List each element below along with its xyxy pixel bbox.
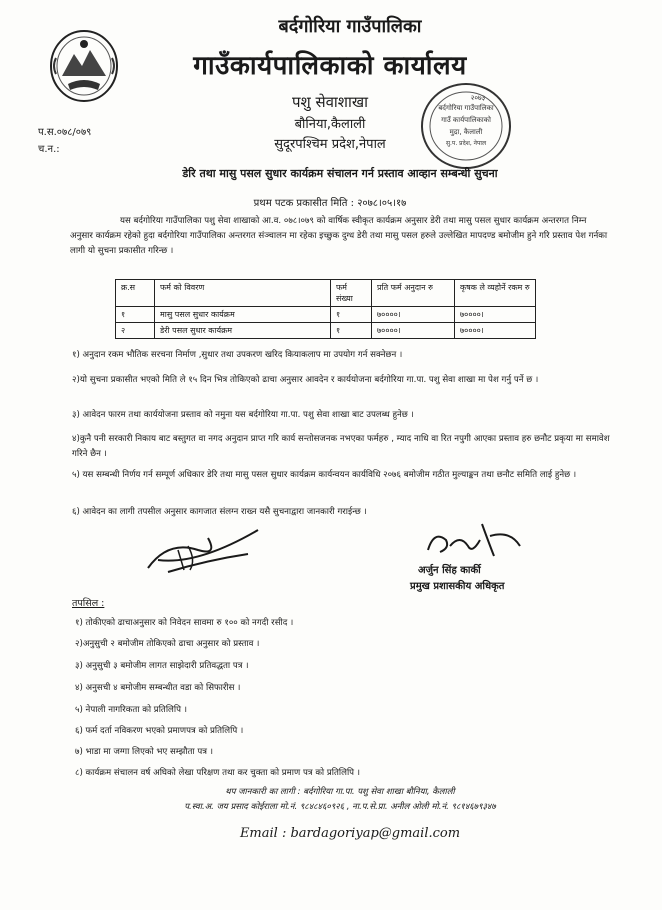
attachment-item: ८) कार्यक्रम संचालन वर्ष अघिको लेखा परिक्षण तथा कर चुक्ता को प्रमाण पत्र को प्रतिलिपि । xyxy=(75,768,361,778)
attachment-item: ५) नेपाली नागरिकता को प्रतिलिपि । xyxy=(75,705,187,715)
publish-date: प्रथम पटक प्रकासीत मिति : २०७८।०५।१७ xyxy=(253,198,407,209)
cell: १ xyxy=(116,307,155,323)
attachment-item: ३) अनुसुची ३ बमोजीम लागत साझेदारी प्रतिवद्धता पत्र । xyxy=(75,661,249,671)
section-name: पशु सेवाशाखा xyxy=(291,93,369,111)
province-country: सुदूरपश्चिम प्रदेश,नेपाल xyxy=(274,137,386,152)
notice-subject: डेरि तथा मासु पसल सुधार कार्यक्रम संचालन गर्न प्रस्ताव आव्हान सम्बन्धी सुचना xyxy=(182,167,498,180)
attachment-item: ७) भाडा मा जग्गा लिएको भए सम्झौता पत्र । xyxy=(75,747,213,757)
col-firm-detail: फर्म को विवरण xyxy=(155,280,331,307)
cell: ७००००। xyxy=(372,307,455,323)
list-item: १) अनुदान रकम भौतिक सरचना निर्माण ,सुधार तथा उपकरण खरिद कियाकलाप मा उपयोग गर्न सक्नेछन । xyxy=(72,350,403,360)
svg-text:मुद्रा, कैलाली: मुद्रा, कैलाली xyxy=(449,128,483,136)
signatory-name: अर्जुन सिंह कार्की xyxy=(418,565,481,576)
office-address: बौनिया,कैलाली xyxy=(294,117,366,132)
cell: मासु पसल सुधार कार्यक्रम xyxy=(155,307,331,323)
contact-email[interactable]: Email : bardagoriyap@gmail.com xyxy=(239,826,461,841)
list-item: २)यो सुचना प्रकासीत भएको मिति ले १५ दिन भित्र तोकिएको ढाचा अनुसार आवदेन र कार्ययोजना बर्दगोरिया गा.पा. पशु सेवा शाखा मा पेश गर्नु पर्ने छ । xyxy=(72,375,539,385)
list-item: ६) आवेदन का लागी तपसील अनुसार कागजात संलग्न राख्न यसै सुचनाद्वारा जानकारी गराईन्छ । xyxy=(72,507,367,517)
contact-phones: प.स्वा.अ. जय प्रसाद कोईराला मो.नं. ९८४८४६०९२६ , ना.प.से.प्रा. अनील ओली मो.नं. ९८१४६७९३४७ xyxy=(184,802,496,812)
cell: २ xyxy=(116,323,155,339)
table-row xyxy=(116,323,536,339)
svg-text:२०७३: २०७३ xyxy=(470,94,486,102)
nepal-emblem-logo xyxy=(48,28,120,104)
col-farmer-share: कृषक ले व्यहोर्ने रकम रु xyxy=(455,280,536,307)
office-name: गाउँकार्यपालिकाको कार्यालय xyxy=(193,51,467,81)
col-grant-per-firm: प्रति फर्म अनुदान रु xyxy=(372,280,455,307)
table-row xyxy=(116,307,536,323)
attachment-item: ६) फर्म दर्ता नविकरण भएको प्रमाणपत्र को प्रतिलिपि । xyxy=(75,726,244,736)
signatory-title: प्रमुख प्रशासकीय अधिकृत xyxy=(410,581,505,592)
municipality-name: बर्दगोरिया गाउँपालिका xyxy=(278,16,422,37)
svg-text:सु.प. प्रदेश, नेपाल: सु.प. प्रदेश, नेपाल xyxy=(445,140,487,147)
signature-left xyxy=(138,520,268,580)
office-stamp xyxy=(418,80,514,172)
cell: १ xyxy=(331,307,372,323)
list-item: ४)कुनै पनी सरकारी निकाय बाट बस्तुगत वा नगद अनुदान प्राप्त गरि कार्य सन्तोसजनक नभएका फर्महरु , म्याद नाधि वा रित नपुगी आएका प्रस्ताव हरु छनौट प्रकृया मा समावेश गरिने छैन । xyxy=(72,434,610,459)
svg-text:गाउँ कार्यपालिकाको: गाउँ कार्यपालिकाको xyxy=(441,116,491,124)
reference-number: प.स.०७८/०७९ xyxy=(38,127,92,138)
dispatch-number: च.न.: xyxy=(38,144,60,155)
contact-info: थप जानकारी का लागी : बर्दगोरिया गा.पा. पशु सेवा शाखा बौनिया, कैलाली xyxy=(225,787,455,797)
attachments-heading: तपसिल : xyxy=(72,598,105,609)
list-item: ५) यस सम्बन्धी निर्णय गर्न सम्पूर्ण अधिकार डेरि तथा मासु पसल सुधार कार्यक्रम कार्यन्वयन कार्यविधि २०७६ बमोजीम गठीत मुल्याङ्कन तथा छनौट समिति लाई हुनेछ । xyxy=(72,470,577,480)
cell: डेरी पसल सुधार कार्यक्रम xyxy=(155,323,331,339)
col-firm-count: फर्म संख्या xyxy=(331,280,372,307)
svg-text:बर्दगोरिया गाउँपालिका: बर्दगोरिया गाउँपालिका xyxy=(438,104,494,112)
col-sn: क्र.स xyxy=(116,280,155,307)
cell: ७००००। xyxy=(372,323,455,339)
cell: ७००००। xyxy=(455,323,536,339)
cell: १ xyxy=(331,323,372,339)
attachment-item: ४) अनुसची ४ बमोजीम सम्बन्धीत वडा को सिफारीस । xyxy=(75,683,241,693)
table-header-row xyxy=(116,280,536,307)
notice-body: यस बर्दगोरिया गाउँपालिका पशु सेवा शाखाको आ.व. ०७८।०७९ को वार्षिक स्वीकृत कार्यक्रम अनुसार डेरी तथा मासु पसल सुधार कार्यक्रम अन्तरगत निम्न अनुसार कार्यक्रम रहेको हुदा बर्दगोरिया गाउँपालिका अन्तरगत संञ्चालन मा रहेका इच्छुक दुग्ध डेरी तथा मासु पसल हरुले उल्लेखित मापदण्ड बमोजीम हुने गरि प्रस्ताव पेश गर्नका लागी यो सुचना प्रकासीत गरिन्छ । xyxy=(70,216,608,256)
signature-right xyxy=(420,516,530,566)
cell: ७००००। xyxy=(455,307,536,323)
program-table xyxy=(115,279,536,339)
attachment-item: २)अनुसुची २ बमोजीम तोकिएको ढाचा अनुसार को प्रस्ताव । xyxy=(75,639,260,649)
attachment-item: १) तोकीएको ढाचाअनुसार को निवेदन सावमा रु १०० को नगदी रसीद । xyxy=(75,618,294,628)
list-item: ३) आवेदन फारम तथा कार्ययोजना प्रस्ताव को नमुना यस बर्दगोरिया गा.पा. पशु सेवा शाखा बाट उपलब्ध हुनेछ । xyxy=(72,410,414,420)
